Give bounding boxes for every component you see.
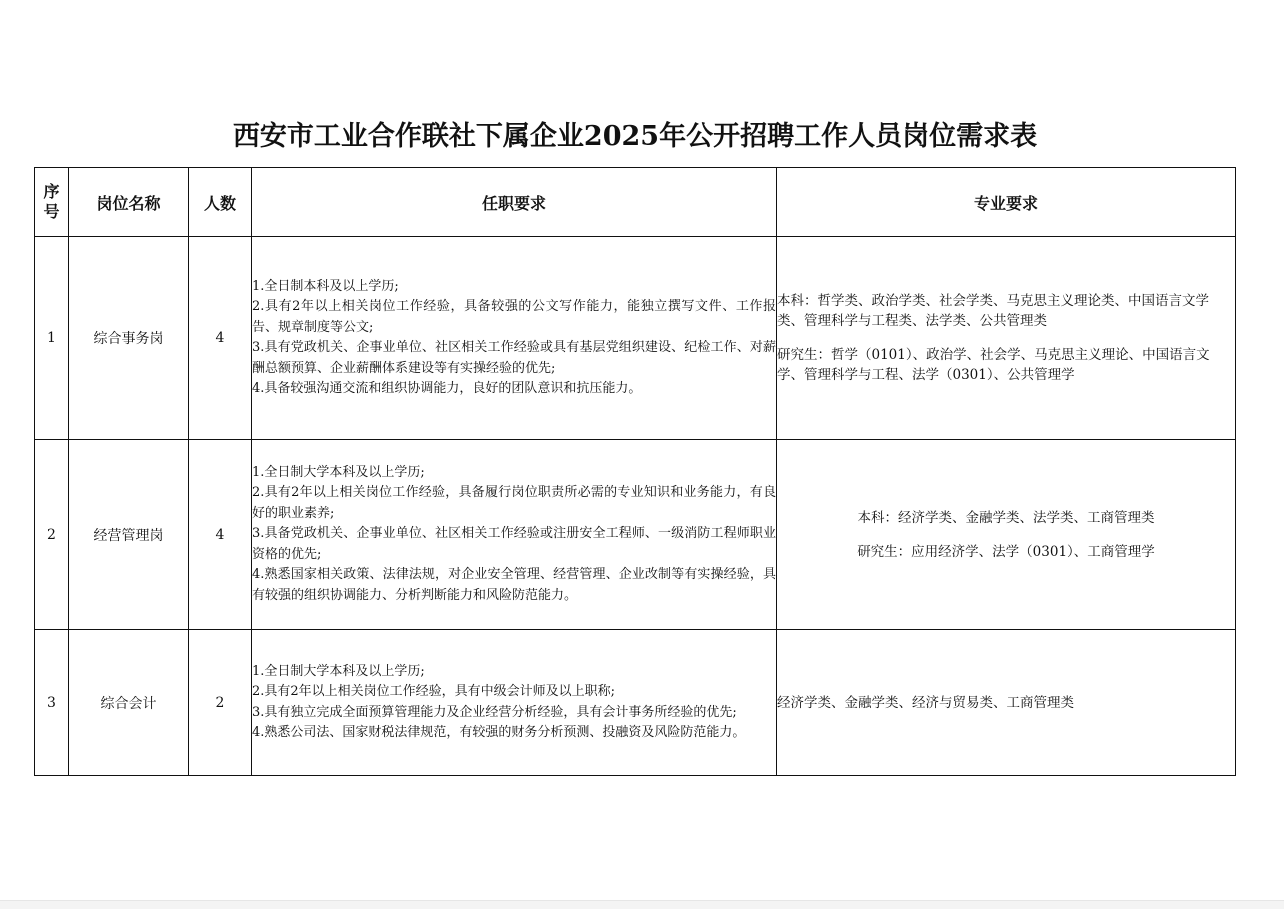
header-seq: 序 号 [35,168,69,237]
row-duties [252,630,777,776]
row-seq: 3 [35,630,69,776]
row-position: 综合事务岗 [69,237,189,440]
header-position: 岗位名称 [69,168,189,237]
duty-item: 3.具有党政机关、企事业单位、社区相关工作经验或具有基层党组织建设、纪检工作、对薪酬总额预算、企业薪酬体系建设等有实操经验的优先; [252,340,776,376]
row-major [777,440,1236,630]
duty-item: 4.具备较强沟通交流和组织协调能力，良好的团队意识和抗压能力。 [252,381,642,396]
table-row [35,440,1236,630]
requirements-table [34,167,1236,776]
major-item: 本科：哲学类、政治学类、社会学类、马克思主义理论类、中国语言文学类、管理科学与工程类、法学类、公共管理类 [777,293,1209,329]
major-item: 研究生：应用经济学、法学（0301）、工商管理学 [857,543,1155,560]
duty-item: 1.全日制本科及以上学历; [252,278,399,294]
row-major [777,630,1236,776]
major-item: 本科：经济学类、金融学类、法学类、工商管理类 [857,509,1155,526]
page-title: 西安市工业合作联社下属企业2025年公开招聘工作人员岗位需求表 [232,121,1038,152]
row-position: 综合会计 [69,630,189,776]
row-position: 经营管理岗 [69,440,189,630]
row-count: 4 [189,237,252,440]
table-row [35,630,1236,776]
major-item: 研究生：哲学（0101）、政治学、社会学、马克思主义理论、中国语言文学、管理科学与工程、法学（0301）、公共管理学 [777,347,1210,383]
row-duties [252,440,777,630]
table-header-row [35,168,1236,237]
duty-item: 2.具有2年以上相关岗位工作经验，具有中级会计师及以上职称; [252,684,616,699]
duty-item: 4.熟悉国家相关政策、法律法规，对企业安全管理、经营管理、企业改制等有实操经验，具有较强的组织协调能力、分析判断能力和风险防范能力。 [252,567,776,603]
row-seq: 2 [35,440,69,630]
duty-item: 3.具有独立完成全面预算管理能力及企业经营分析经验，具有会计事务所经验的优先; [252,704,737,720]
duty-item: 1.全日制大学本科及以上学历; [252,464,425,480]
header-major: 专业要求 [777,168,1236,237]
row-major [777,237,1236,440]
duty-item: 2.具有2年以上相关岗位工作经验，具备履行岗位职责所必需的专业知识和业务能力，有良好的职业素养; [252,485,776,521]
row-seq: 1 [35,237,69,440]
duty-item: 4.熟悉公司法、国家财税法律规范，有较强的财务分析预测、投融资及风险防范能力。 [252,725,746,740]
duty-item: 1.全日制大学本科及以上学历; [252,663,425,679]
table-row [35,237,1236,440]
header-duties: 任职要求 [252,168,777,237]
major-item: 经济学类、金融学类、经济与贸易类、工商管理类 [777,694,1074,711]
duty-item: 3.具备党政机关、企事业单位、社区相关工作经验或注册安全工程师、一级消防工程师职业资格的优先; [252,526,776,562]
duty-item: 2.具有2年以上相关岗位工作经验，具备较强的公文写作能力，能独立撰写文件、工作报告、规章制度等公文; [252,299,776,335]
row-count: 2 [189,630,252,776]
header-count: 人数 [189,168,252,237]
row-duties [252,237,777,440]
row-count: 4 [189,440,252,630]
